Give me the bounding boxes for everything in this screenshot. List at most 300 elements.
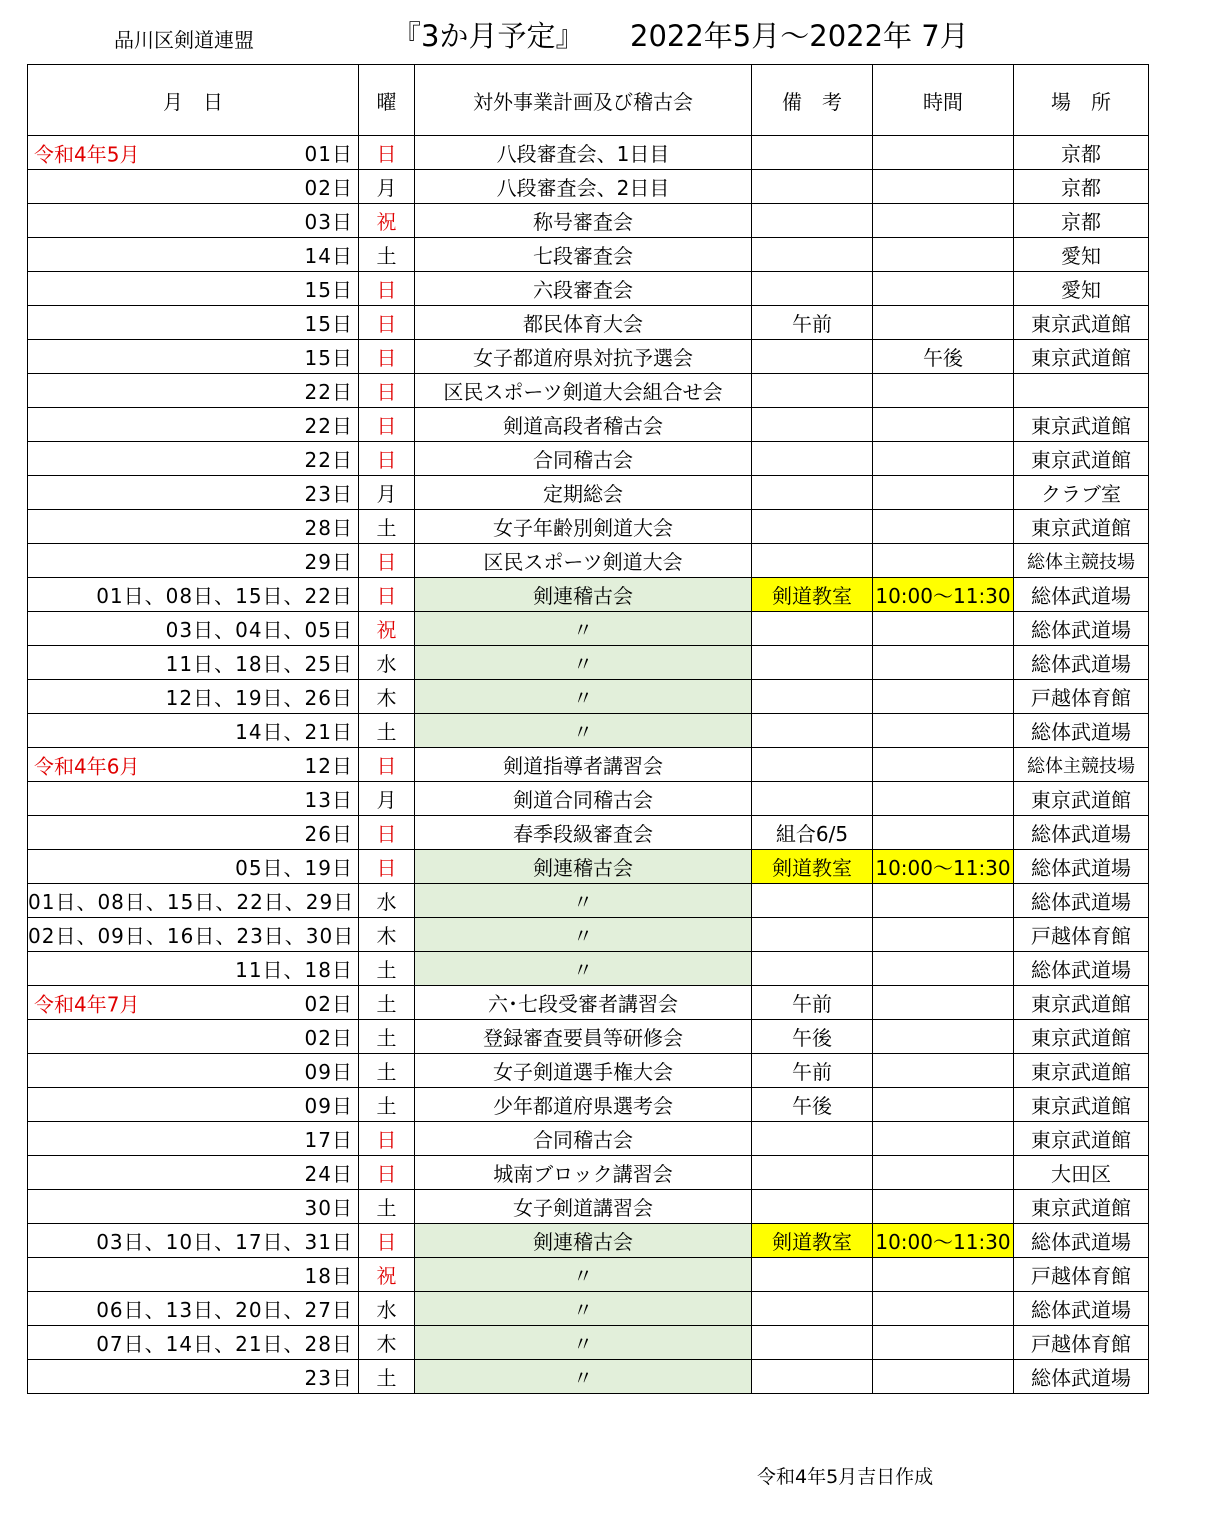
- time-cell: [873, 1054, 1014, 1088]
- note-cell: 午前: [752, 1054, 873, 1088]
- place-cell: 総体武道場: [1014, 884, 1149, 918]
- time-cell: [873, 544, 1014, 578]
- date-text: 11日、18日、25日: [165, 652, 353, 676]
- schedule-period: 2022年5月～2022年 7月: [630, 19, 969, 53]
- event-cell: 八段審査会、1日目: [415, 136, 752, 170]
- date-text: 28日: [304, 516, 353, 540]
- event-cell: 六段審査会: [415, 272, 752, 306]
- schedule-row: [28, 476, 1149, 510]
- event-cell: 合同稽古会: [415, 1122, 752, 1156]
- note-cell: 組合6/5: [752, 816, 873, 850]
- weekday-cell: 日: [359, 1156, 415, 1190]
- note-cell: 午後: [752, 1020, 873, 1054]
- note-cell: [752, 884, 873, 918]
- date-text: 06日、13日、20日、27日: [96, 1298, 353, 1322]
- weekday-cell: 水: [359, 646, 415, 680]
- date-text: 11日、18日: [235, 958, 353, 982]
- date-text: 03日: [304, 210, 353, 234]
- time-cell: [873, 510, 1014, 544]
- date-cell: [28, 1156, 359, 1190]
- note-cell: 午前: [752, 986, 873, 1020]
- note-cell: 剣道教室: [752, 850, 873, 884]
- date-text: 02日、09日、16日、23日、30日: [28, 924, 355, 948]
- date-cell: [28, 340, 359, 374]
- note-cell: [752, 952, 873, 986]
- schedule-row: [28, 680, 1149, 714]
- place-cell: 東京武道館: [1014, 510, 1149, 544]
- note-cell: 午後: [752, 1088, 873, 1122]
- place-cell: 東京武道館: [1014, 1020, 1149, 1054]
- time-cell: [873, 1258, 1014, 1292]
- event-cell: 〃: [415, 714, 752, 748]
- schedule-row: [28, 374, 1149, 408]
- note-cell: [752, 374, 873, 408]
- place-cell: 東京武道館: [1014, 782, 1149, 816]
- time-cell: [873, 918, 1014, 952]
- place-cell: 総体主競技場: [1014, 544, 1149, 578]
- schedule-row: [28, 850, 1149, 884]
- date-text: 01日、08日、15日、22日: [96, 584, 353, 608]
- weekday-cell: 日: [359, 1224, 415, 1258]
- date-cell: [28, 476, 359, 510]
- time-cell: [873, 374, 1014, 408]
- event-cell: 春季段級審査会: [415, 816, 752, 850]
- note-cell: [752, 1326, 873, 1360]
- weekday-cell: 土: [359, 1190, 415, 1224]
- note-cell: [752, 204, 873, 238]
- date-text: 14日: [304, 244, 353, 268]
- date-text: 14日、21日: [235, 720, 353, 744]
- weekday-cell: 日: [359, 136, 415, 170]
- weekday-cell: 日: [359, 442, 415, 476]
- event-cell: 剣連稽古会: [415, 1224, 752, 1258]
- date-cell: [28, 1292, 359, 1326]
- place-cell: 戸越体育館: [1014, 680, 1149, 714]
- date-cell: [28, 714, 359, 748]
- note-cell: [752, 1190, 873, 1224]
- note-cell: 剣道教室: [752, 1224, 873, 1258]
- date-text: 02日: [304, 992, 353, 1016]
- date-text: 24日: [304, 1162, 353, 1186]
- schedule-row: [28, 136, 1149, 170]
- date-text: 22日: [304, 448, 353, 472]
- date-cell: [28, 986, 359, 1020]
- place-cell: 戸越体育館: [1014, 1258, 1149, 1292]
- place-cell: 大田区: [1014, 1156, 1149, 1190]
- place-cell: 戸越体育館: [1014, 918, 1149, 952]
- schedule-row: [28, 816, 1149, 850]
- event-cell: 〃: [415, 680, 752, 714]
- weekday-cell: 日: [359, 816, 415, 850]
- weekday-cell: 木: [359, 918, 415, 952]
- date-text: 12日: [304, 754, 353, 778]
- date-text: 29日: [304, 550, 353, 574]
- note-cell: [752, 1292, 873, 1326]
- place-cell: 総体武道場: [1014, 816, 1149, 850]
- place-cell: クラブ室: [1014, 476, 1149, 510]
- time-cell: [873, 170, 1014, 204]
- place-cell: 総体武道場: [1014, 1224, 1149, 1258]
- event-cell: 〃: [415, 1360, 752, 1394]
- event-cell: 称号審査会: [415, 204, 752, 238]
- schedule-body: [28, 136, 1149, 1394]
- note-cell: [752, 714, 873, 748]
- schedule-row: [28, 272, 1149, 306]
- organization-name: 品川区剣道連盟: [114, 28, 254, 52]
- place-cell: 愛知: [1014, 272, 1149, 306]
- date-cell: [28, 1088, 359, 1122]
- event-cell: 女子年齢別剣道大会: [415, 510, 752, 544]
- event-cell: 〃: [415, 918, 752, 952]
- date-text: 15日: [304, 346, 353, 370]
- schedule-row: [28, 238, 1149, 272]
- place-cell: 総体武道場: [1014, 1292, 1149, 1326]
- weekday-cell: 土: [359, 952, 415, 986]
- time-cell: [873, 136, 1014, 170]
- weekday-cell: 水: [359, 884, 415, 918]
- note-cell: [752, 1258, 873, 1292]
- date-cell: [28, 510, 359, 544]
- event-cell: 剣連稽古会: [415, 578, 752, 612]
- place-cell: 総体武道場: [1014, 714, 1149, 748]
- note-cell: [752, 408, 873, 442]
- date-text: 07日、14日、21日、28日: [96, 1332, 353, 1356]
- place-cell: 東京武道館: [1014, 986, 1149, 1020]
- time-cell: [873, 1020, 1014, 1054]
- schedule-row: [28, 1156, 1149, 1190]
- note-cell: 午前: [752, 306, 873, 340]
- place-cell: 京都: [1014, 136, 1149, 170]
- event-cell: 都民体育大会: [415, 306, 752, 340]
- time-cell: 10:00～11:30: [873, 578, 1014, 612]
- month-label: 令和4年5月: [34, 142, 140, 166]
- place-cell: 戸越体育館: [1014, 1326, 1149, 1360]
- event-cell: 七段審査会: [415, 238, 752, 272]
- date-text: 01日: [304, 142, 353, 166]
- document-title: 『3か月予定』: [392, 19, 585, 53]
- place-cell: 東京武道館: [1014, 442, 1149, 476]
- place-cell: 京都: [1014, 204, 1149, 238]
- place-cell: 東京武道館: [1014, 1122, 1149, 1156]
- date-cell: [28, 1054, 359, 1088]
- column-header-date: 月 日: [28, 65, 359, 136]
- event-cell: 登録審査要員等研修会: [415, 1020, 752, 1054]
- date-text: 22日: [304, 380, 353, 404]
- event-cell: 剣道合同稽古会: [415, 782, 752, 816]
- date-cell: [28, 782, 359, 816]
- weekday-cell: 祝: [359, 612, 415, 646]
- schedule-row: [28, 204, 1149, 238]
- date-text: 15日: [304, 278, 353, 302]
- weekday-cell: 土: [359, 986, 415, 1020]
- place-cell: 総体武道場: [1014, 578, 1149, 612]
- event-cell: 六･七段受審者講習会: [415, 986, 752, 1020]
- weekday-cell: 日: [359, 374, 415, 408]
- date-text: 22日: [304, 414, 353, 438]
- event-cell: 〃: [415, 1326, 752, 1360]
- schedule-row: [28, 1360, 1149, 1394]
- note-cell: [752, 238, 873, 272]
- time-cell: [873, 1156, 1014, 1190]
- schedule-row: [28, 1054, 1149, 1088]
- weekday-cell: 土: [359, 1088, 415, 1122]
- table-header-row: [28, 65, 1149, 136]
- weekday-cell: 月: [359, 782, 415, 816]
- time-cell: [873, 986, 1014, 1020]
- place-cell: 東京武道館: [1014, 1088, 1149, 1122]
- date-cell: [28, 1224, 359, 1258]
- date-cell: [28, 1122, 359, 1156]
- schedule-row: [28, 1088, 1149, 1122]
- time-cell: [873, 306, 1014, 340]
- schedule-row: [28, 442, 1149, 476]
- schedule-row: [28, 408, 1149, 442]
- schedule-row: [28, 986, 1149, 1020]
- time-cell: [873, 714, 1014, 748]
- date-text: 02日: [304, 176, 353, 200]
- place-cell: 東京武道館: [1014, 1190, 1149, 1224]
- time-cell: [873, 816, 1014, 850]
- event-cell: 合同稽古会: [415, 442, 752, 476]
- column-header-weekday: 曜: [359, 65, 415, 136]
- time-cell: [873, 1088, 1014, 1122]
- time-cell: [873, 272, 1014, 306]
- date-text: 17日: [304, 1128, 353, 1152]
- date-cell: [28, 952, 359, 986]
- event-cell: 区民スポーツ剣道大会組合せ会: [415, 374, 752, 408]
- weekday-cell: 日: [359, 408, 415, 442]
- weekday-cell: 土: [359, 1054, 415, 1088]
- schedule-table: [27, 64, 1149, 1394]
- note-cell: [752, 748, 873, 782]
- date-cell: [28, 238, 359, 272]
- place-cell: 東京武道館: [1014, 340, 1149, 374]
- schedule-row: [28, 612, 1149, 646]
- date-cell: [28, 850, 359, 884]
- time-cell: [873, 476, 1014, 510]
- date-cell: [28, 816, 359, 850]
- weekday-cell: 土: [359, 714, 415, 748]
- date-text: 09日: [304, 1060, 353, 1084]
- time-cell: [873, 646, 1014, 680]
- schedule-row: [28, 1224, 1149, 1258]
- date-cell: [28, 748, 359, 782]
- place-cell: 京都: [1014, 170, 1149, 204]
- time-cell: [873, 1292, 1014, 1326]
- time-cell: [873, 408, 1014, 442]
- place-cell: [1014, 374, 1149, 408]
- schedule-row: [28, 748, 1149, 782]
- date-text: 12日、19日、26日: [165, 686, 353, 710]
- weekday-cell: 土: [359, 510, 415, 544]
- schedule-row: [28, 340, 1149, 374]
- schedule-row: [28, 510, 1149, 544]
- created-date-note: 令和4年5月吉日作成: [757, 1466, 934, 1488]
- date-cell: [28, 884, 359, 918]
- note-cell: [752, 646, 873, 680]
- date-cell: [28, 1360, 359, 1394]
- date-cell: [28, 1326, 359, 1360]
- schedule-row: [28, 578, 1149, 612]
- column-header-time: 時間: [873, 65, 1014, 136]
- schedule-row: [28, 1020, 1149, 1054]
- place-cell: 東京武道館: [1014, 306, 1149, 340]
- month-label: 令和4年7月: [34, 992, 140, 1016]
- date-cell: [28, 544, 359, 578]
- weekday-cell: 土: [359, 1360, 415, 1394]
- event-cell: 区民スポーツ剣道大会: [415, 544, 752, 578]
- place-cell: 総体武道場: [1014, 850, 1149, 884]
- time-cell: [873, 612, 1014, 646]
- column-header-place: 場 所: [1014, 65, 1149, 136]
- note-cell: [752, 544, 873, 578]
- note-cell: [752, 170, 873, 204]
- date-text: 02日: [304, 1026, 353, 1050]
- event-cell: 女子剣道選手権大会: [415, 1054, 752, 1088]
- event-cell: 少年都道府県選考会: [415, 1088, 752, 1122]
- note-cell: [752, 442, 873, 476]
- place-cell: 総体武道場: [1014, 952, 1149, 986]
- date-cell: [28, 612, 359, 646]
- place-cell: 総体主競技場: [1014, 748, 1149, 782]
- time-cell: [873, 238, 1014, 272]
- time-cell: [873, 1360, 1014, 1394]
- event-cell: 女子剣道講習会: [415, 1190, 752, 1224]
- note-cell: [752, 1156, 873, 1190]
- date-text: 18日: [304, 1264, 353, 1288]
- weekday-cell: 月: [359, 476, 415, 510]
- event-cell: 女子都道府県対抗予選会: [415, 340, 752, 374]
- date-cell: [28, 170, 359, 204]
- schedule-row: [28, 170, 1149, 204]
- time-cell: [873, 952, 1014, 986]
- note-cell: [752, 476, 873, 510]
- schedule-row: [28, 1122, 1149, 1156]
- column-header-note: 備 考: [752, 65, 873, 136]
- date-cell: [28, 204, 359, 238]
- date-text: 23日: [304, 1366, 353, 1390]
- time-cell: [873, 1122, 1014, 1156]
- date-cell: [28, 272, 359, 306]
- weekday-cell: 日: [359, 272, 415, 306]
- event-cell: 剣連稽古会: [415, 850, 752, 884]
- weekday-cell: 祝: [359, 204, 415, 238]
- schedule-row: [28, 714, 1149, 748]
- time-cell: [873, 442, 1014, 476]
- date-cell: [28, 680, 359, 714]
- date-text: 03日、10日、17日、31日: [96, 1230, 353, 1254]
- weekday-cell: 日: [359, 1122, 415, 1156]
- schedule-row: [28, 918, 1149, 952]
- schedule-row: [28, 884, 1149, 918]
- schedule-row: [28, 1326, 1149, 1360]
- date-cell: [28, 918, 359, 952]
- time-cell: [873, 204, 1014, 238]
- date-text: 05日、19日: [235, 856, 353, 880]
- time-cell: [873, 884, 1014, 918]
- schedule-row: [28, 646, 1149, 680]
- event-cell: 〃: [415, 1258, 752, 1292]
- date-text: 03日、04日、05日: [165, 618, 353, 642]
- time-cell: 午後: [873, 340, 1014, 374]
- date-text: 15日: [304, 312, 353, 336]
- event-cell: 〃: [415, 612, 752, 646]
- event-cell: 定期総会: [415, 476, 752, 510]
- place-cell: 愛知: [1014, 238, 1149, 272]
- date-text: 13日: [304, 788, 353, 812]
- place-cell: 総体武道場: [1014, 646, 1149, 680]
- note-cell: [752, 1360, 873, 1394]
- weekday-cell: 日: [359, 306, 415, 340]
- date-cell: [28, 1258, 359, 1292]
- note-cell: [752, 680, 873, 714]
- place-cell: 東京武道館: [1014, 1054, 1149, 1088]
- weekday-cell: 日: [359, 578, 415, 612]
- date-text: 01日、08日、15日、22日、29日: [28, 890, 355, 914]
- date-cell: [28, 578, 359, 612]
- time-cell: [873, 680, 1014, 714]
- event-cell: 剣道高段者稽古会: [415, 408, 752, 442]
- schedule-row: [28, 1258, 1149, 1292]
- note-cell: [752, 136, 873, 170]
- note-cell: [752, 612, 873, 646]
- weekday-cell: 木: [359, 1326, 415, 1360]
- event-cell: 八段審査会、2日目: [415, 170, 752, 204]
- place-cell: 総体武道場: [1014, 1360, 1149, 1394]
- date-cell: [28, 408, 359, 442]
- note-cell: [752, 1122, 873, 1156]
- event-cell: 剣道指導者講習会: [415, 748, 752, 782]
- place-cell: 総体武道場: [1014, 612, 1149, 646]
- note-cell: [752, 272, 873, 306]
- time-cell: [873, 1190, 1014, 1224]
- event-cell: 〃: [415, 952, 752, 986]
- weekday-cell: 土: [359, 238, 415, 272]
- schedule-row: [28, 782, 1149, 816]
- event-cell: 〃: [415, 1292, 752, 1326]
- weekday-cell: 土: [359, 1020, 415, 1054]
- event-cell: 城南ブロック講習会: [415, 1156, 752, 1190]
- place-cell: 東京武道館: [1014, 408, 1149, 442]
- weekday-cell: 日: [359, 748, 415, 782]
- schedule-row: [28, 952, 1149, 986]
- date-text: 23日: [304, 482, 353, 506]
- date-cell: [28, 1190, 359, 1224]
- date-cell: [28, 442, 359, 476]
- weekday-cell: 祝: [359, 1258, 415, 1292]
- weekday-cell: 月: [359, 170, 415, 204]
- event-cell: 〃: [415, 646, 752, 680]
- schedule-row: [28, 306, 1149, 340]
- note-cell: [752, 510, 873, 544]
- note-cell: [752, 918, 873, 952]
- event-cell: 〃: [415, 884, 752, 918]
- note-cell: [752, 782, 873, 816]
- date-cell: [28, 646, 359, 680]
- date-cell: [28, 1020, 359, 1054]
- weekday-cell: 水: [359, 1292, 415, 1326]
- schedule-row: [28, 544, 1149, 578]
- month-label: 令和4年6月: [34, 754, 140, 778]
- weekday-cell: 日: [359, 544, 415, 578]
- note-cell: [752, 340, 873, 374]
- weekday-cell: 日: [359, 340, 415, 374]
- date-text: 09日: [304, 1094, 353, 1118]
- time-cell: 10:00～11:30: [873, 850, 1014, 884]
- time-cell: [873, 782, 1014, 816]
- schedule-row: [28, 1190, 1149, 1224]
- time-cell: [873, 1326, 1014, 1360]
